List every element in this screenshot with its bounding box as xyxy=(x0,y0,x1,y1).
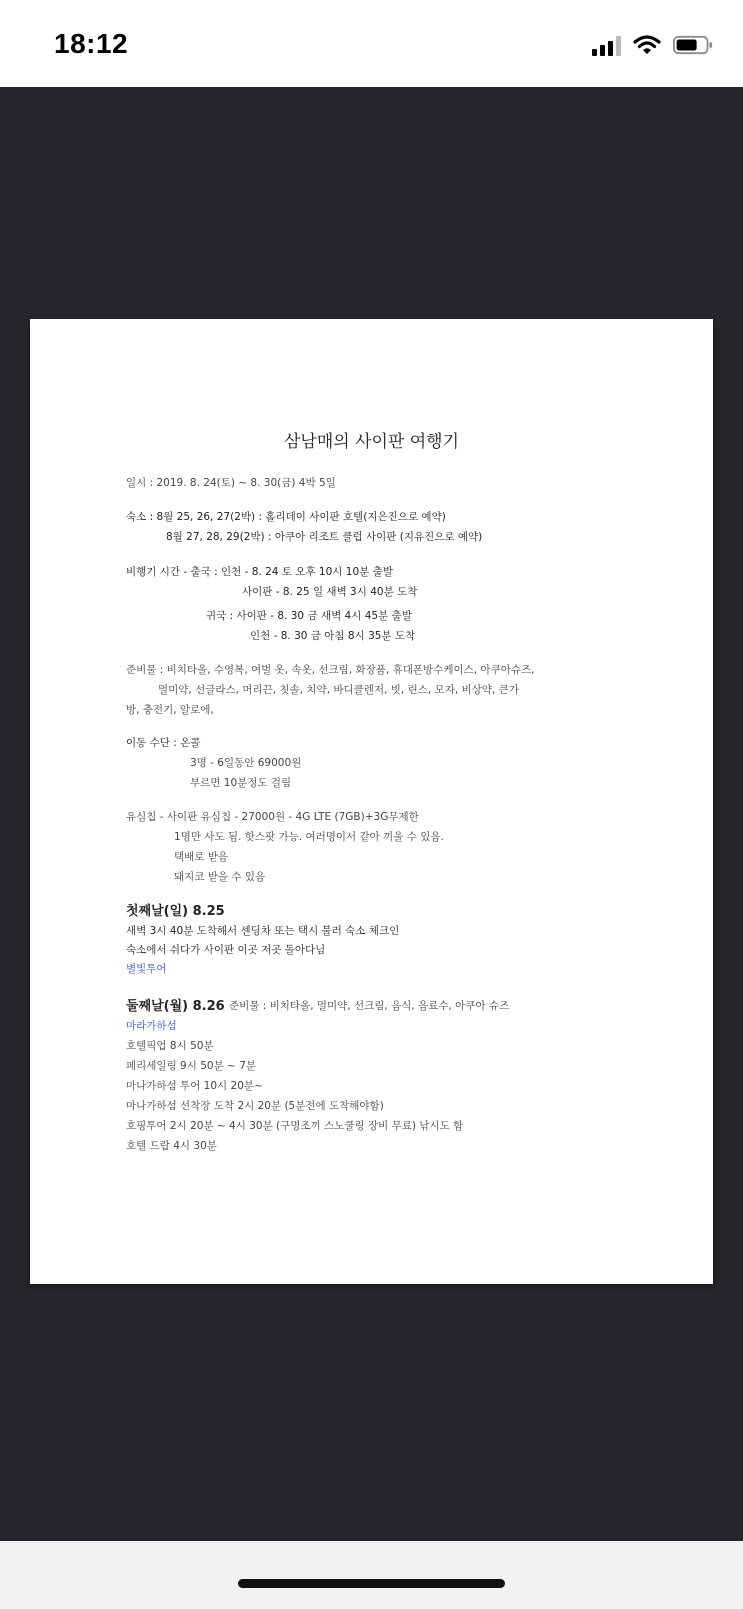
day1-starlight-tour: 별빛투어 xyxy=(126,963,167,975)
transport-wait: 부르면 10분정도 걸림 xyxy=(190,777,292,789)
home-indicator-area xyxy=(0,1541,743,1609)
status-time: 18:12 xyxy=(54,28,129,59)
lodging-line-1: 숙소 : 8월 25, 26, 27(2박) : 홀리데이 사이판 호텔(지은진으로 예약) xyxy=(126,511,446,523)
flight-arrival: 사이판 - 8. 25 일 새벽 3시 40분 도착 xyxy=(242,586,418,598)
wifi-icon xyxy=(633,34,661,56)
flight-return: 귀국 : 사이판 - 8. 30 금 새벽 4시 45분 출발 xyxy=(206,610,412,622)
document-title: 삼남매의 사이판 여행기 xyxy=(283,432,460,452)
day2-island: 마라가하섬 xyxy=(126,1020,177,1032)
day2-line-6: 호텔 드랍 4시 30분 xyxy=(126,1140,217,1152)
day1-line-1: 새벽 3시 40분 도착해서 센딩차 또는 택시 불러 숙소 체크인 xyxy=(126,925,400,937)
home-indicator[interactable] xyxy=(238,1579,505,1588)
supplies-line-2: 멀미약, 선글라스, 머리끈, 칫솔, 치약, 바디클렌저, 빗, 린스, 모자, 비상약, 큰가 xyxy=(158,684,519,696)
flight-return-arrival: 인천 - 8. 30 금 아침 8시 35분 도착 xyxy=(250,630,416,642)
day2-line-4: 마나가하섬 선착장 도착 2시 20분 (5분전에 도착해야함) xyxy=(126,1100,384,1112)
sim-note-1: 1명만 사도 됨. 핫스팟 가능. 여러명이서 같아 끼울 수 있음. xyxy=(174,831,444,843)
sim-note-3: 돼지코 받을 수 있음 xyxy=(174,871,266,883)
day2-line-3: 마나가하섬 투어 10시 20분~ xyxy=(126,1080,263,1092)
day2-heading: 둘째날(월) 8.26 xyxy=(126,999,225,1014)
flight-departure: 비행기 시간 - 출국 : 인천 - 8. 24 토 오후 10시 10분 출발 xyxy=(126,566,393,578)
sim-note-2: 택배로 받음 xyxy=(174,851,229,863)
transport-title: 이동 수단 : 온콜 xyxy=(126,737,201,749)
day2-line-1: 호텔픽업 8시 50분 xyxy=(126,1040,214,1052)
day2-line-2: 페리세일링 9시 50분 ~ 7분 xyxy=(126,1060,257,1072)
day1-heading: 첫째날(일) 8.25 xyxy=(126,904,225,919)
status-bar xyxy=(0,0,743,87)
supplies-line-1: 준비물 : 비치타올, 수영복, 여벌 옷, 속옷, 선크림, 화장품, 휴대폰방수케이스, 아쿠아슈즈, xyxy=(126,664,535,676)
sim-title: 유심칩 - 사이판 유심칩 - 27000원 - 4G LTE (7GB)+3G무제한 xyxy=(126,811,419,823)
day2-line-5: 호핑투어 2시 20분 ~ 4시 30분 (구명조끼 스노쿨링 장비 무료) 낚시도 함 xyxy=(126,1120,464,1132)
battery-icon xyxy=(673,35,713,55)
lodging-line-2: 8월 27, 28, 29(2박) : 아쿠아 리조트 클럽 사이판 (지유진으로 예약) xyxy=(166,531,483,543)
schedule-dates: 일시 : 2019. 8. 24(토) ~ 8. 30(금) 4박 5일 xyxy=(126,477,336,489)
cellular-signal-icon xyxy=(592,34,621,56)
supplies-line-3: 방, 충전기, 알로에, xyxy=(126,704,214,716)
document-page[interactable] xyxy=(30,319,713,1284)
status-icons xyxy=(592,34,713,56)
document-viewer[interactable] xyxy=(0,87,743,1541)
day2-supplies: 준비물 : 비치타올, 멀미약, 선크림, 음식, 음료수, 아쿠아 슈즈 xyxy=(229,1000,510,1012)
day1-line-2: 숙소에서 쉬다가 사이판 이곳 저곳 돌아다님 xyxy=(126,944,326,956)
transport-price: 3명 - 6일동안 69000원 xyxy=(190,757,302,769)
